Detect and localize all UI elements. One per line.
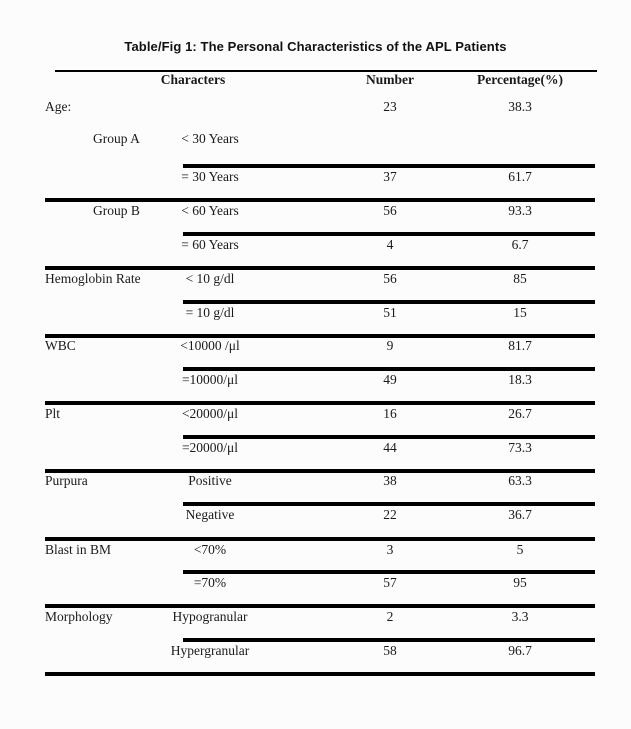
section-rule [45,604,595,608]
cell-number: 58 [383,643,397,658]
cell-number: 16 [383,406,397,421]
section-rule [45,266,595,270]
cell-category: Hemoglobin Rate [45,271,141,286]
table-row [0,575,631,591]
cell-category: Morphology [45,609,113,624]
table-row [0,440,631,456]
cell-percentage: 73.3 [508,440,532,455]
table-row [0,473,631,489]
table-row [0,271,631,287]
cell-value: Hypogranular [172,609,248,624]
section-rule [45,537,595,541]
cell-number: 56 [383,203,397,218]
cell-value: =70% [193,575,227,590]
cell-value: < 10 g/dl [185,271,235,286]
cell-value: = 30 Years [181,169,239,184]
partial-rule [183,232,595,236]
cell-number: 9 [386,338,394,353]
cell-category: WBC [45,338,76,353]
cell-percentage: 36.7 [508,507,532,522]
table-row [0,406,631,422]
cell-percentage: 95 [513,575,527,590]
table-row [0,169,631,185]
partial-rule [183,638,595,642]
col-header-percentage: Percentage(%) [477,72,563,87]
cell-category: Purpura [45,473,88,488]
cell-number: 3 [386,542,394,557]
cell-percentage: 81.7 [508,338,532,353]
col-header-characters: Characters [160,72,226,87]
table-row [0,305,631,321]
cell-value: <10000 /μl [180,338,240,353]
table-row [0,507,631,523]
partial-rule [183,435,595,439]
cell-percentage: 6.7 [511,237,529,252]
cell-category: Age: [45,99,72,114]
cell-number: 51 [383,305,397,320]
table-row [0,338,631,354]
cell-percentage: 61.7 [508,169,532,184]
cell-category: Plt [45,406,61,421]
cell-number: 23 [383,99,397,114]
section-rule [45,198,595,202]
partial-rule [183,367,595,371]
col-header-number: Number [366,72,414,87]
partial-rule [183,300,595,304]
partial-rule [183,502,595,506]
table-row [0,643,631,659]
cell-number: 4 [386,237,394,252]
cell-percentage: 3.3 [511,609,529,624]
cell-number: 44 [383,440,397,455]
cell-value: Negative [185,507,235,522]
cell-number: 37 [383,169,397,184]
cell-percentage: 63.3 [508,473,532,488]
cell-category: Group A [93,131,140,146]
cell-percentage: 15 [513,305,527,320]
table-row [0,237,631,253]
cell-value: =10000/μl [181,372,239,387]
table-bottom-rule [45,672,595,676]
cell-value: = 60 Years [181,237,239,252]
cell-value: =20000/μl [181,440,239,455]
cell-number: 56 [383,271,397,286]
table-row [0,372,631,388]
table-row [0,542,631,558]
cell-number: 49 [383,372,397,387]
cell-number: 57 [383,575,397,590]
table-row [0,131,631,147]
header-row [0,72,631,88]
cell-number: 22 [383,507,397,522]
cell-percentage: 26.7 [508,406,532,421]
cell-value: <70% [193,542,227,557]
partial-rule [183,164,595,168]
table-title: Table/Fig 1: The Personal Characteristics of the APL Patients [124,39,507,54]
cell-value: <20000/μl [181,406,239,421]
cell-value: Positive [188,473,232,488]
cell-number: 38 [383,473,397,488]
cell-number: 2 [386,609,394,624]
partial-rule [183,570,595,574]
cell-value: = 10 g/dl [185,305,235,320]
cell-percentage: 96.7 [508,643,532,658]
cell-value: Hypergranular [170,643,250,658]
cell-category: Blast in BM [45,542,112,557]
cell-percentage: 85 [513,271,527,286]
cell-value: < 60 Years [181,203,239,218]
cell-value: < 30 Years [181,131,239,146]
table-row [0,203,631,219]
cell-percentage: 5 [516,542,524,557]
section-rule [45,401,595,405]
cell-percentage: 18.3 [508,372,532,387]
table-row [0,99,631,115]
table-row [0,609,631,625]
cell-category: Group B [93,203,140,218]
cell-percentage: 38.3 [508,99,532,114]
cell-percentage: 93.3 [508,203,532,218]
